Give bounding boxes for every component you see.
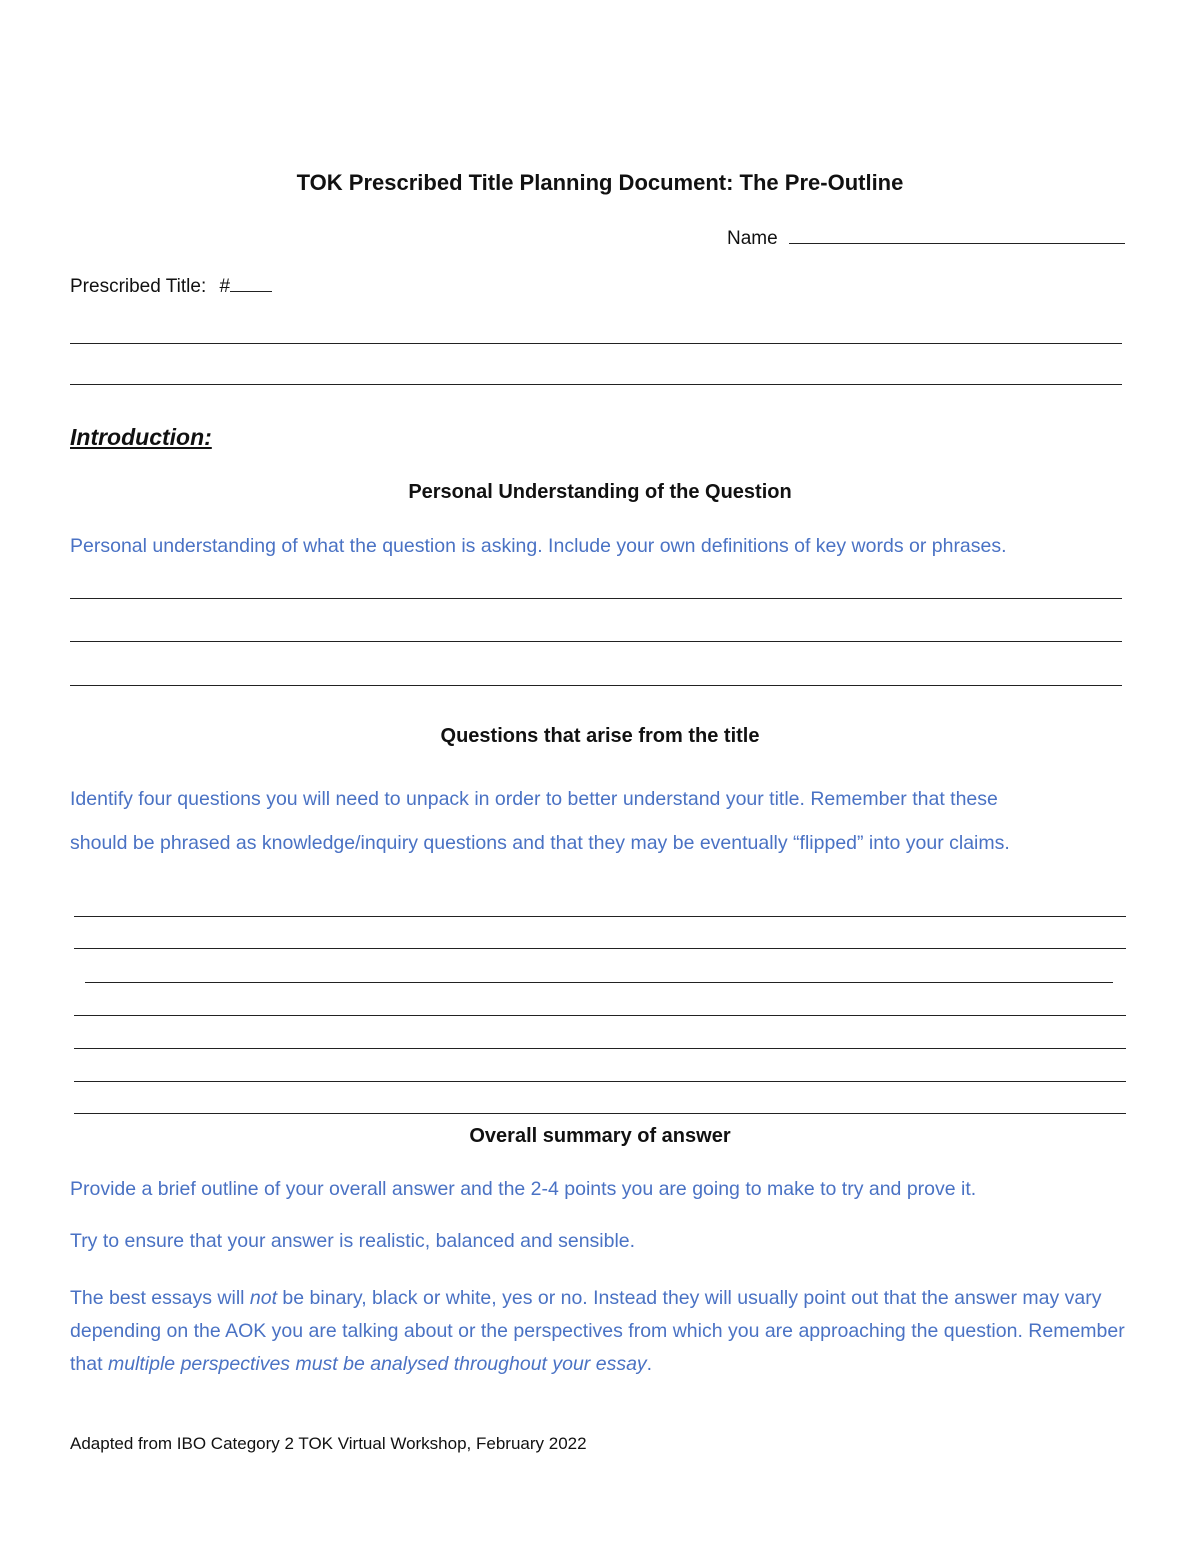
summary-paragraph-3-emphasis-perspectives: multiple perspectives must be analysed throughout your essay — [107, 1353, 647, 1375]
summary-paragraph-3-part2: be binary, black or white, yes or no. Instead they will usually point out that the answer may vary depending on the AOK you are talking about or the perspectives from which you are approaching the question. Remember that — [70, 1287, 1125, 1375]
prescribed-title-hash: # — [219, 276, 231, 297]
questions-answer-line[interactable] — [74, 948, 1126, 949]
questions-answer-line[interactable] — [74, 1113, 1126, 1114]
summary-paragraph-3 — [70, 1282, 1135, 1381]
name-label: Name — [727, 228, 778, 249]
introduction-heading: Introduction: — [70, 424, 212, 450]
questions-answer-line[interactable] — [74, 1048, 1126, 1049]
prescribed-title-answer-line[interactable] — [70, 343, 1122, 344]
prescribed-title-label: Prescribed Title: — [70, 276, 207, 297]
name-field — [727, 227, 1125, 250]
summary-paragraph-1: Provide a brief outline of your overall answer and the 2-4 points you are going to make to try and prove it. — [70, 1178, 977, 1200]
personal-understanding-answer-line[interactable] — [70, 598, 1122, 599]
questions-answer-line[interactable] — [74, 1015, 1126, 1016]
questions-answer-line[interactable] — [85, 982, 1113, 983]
summary-heading: Overall summary of answer — [469, 1125, 731, 1147]
document-title: TOK Prescribed Title Planning Document: The Pre-Outline — [296, 170, 904, 195]
questions-heading: Questions that arise from the title — [440, 725, 760, 747]
prescribed-title-field — [70, 275, 272, 298]
questions-answer-line[interactable] — [74, 916, 1126, 917]
personal-understanding-answer-line[interactable] — [70, 641, 1122, 642]
summary-paragraph-3-part3: . — [646, 1353, 653, 1375]
questions-instruction-line1: Identify four questions you will need to unpack in order to better understand your title. Remember that these — [70, 788, 998, 810]
personal-understanding-heading: Personal Understanding of the Question — [408, 481, 792, 503]
footer-credit: Adapted from IBO Category 2 TOK Virtual Workshop, February 2022 — [70, 1434, 587, 1453]
questions-instruction-line2: should be phrased as knowledge/inquiry questions and that they may be eventually “flipped” into your claims. — [70, 832, 1010, 854]
summary-paragraph-3-emphasis-not: not — [249, 1287, 278, 1309]
prescribed-title-answer-line[interactable] — [70, 384, 1122, 385]
personal-understanding-instruction: Personal understanding of what the question is asking. Include your own definitions of key words or phrases. — [70, 535, 1007, 557]
summary-paragraph-2: Try to ensure that your answer is realistic, balanced and sensible. — [70, 1230, 636, 1252]
name-input-line[interactable] — [789, 227, 1125, 244]
prescribed-title-number-line[interactable] — [230, 275, 272, 292]
questions-answer-line[interactable] — [74, 1081, 1126, 1082]
personal-understanding-answer-line[interactable] — [70, 685, 1122, 686]
summary-paragraph-3-part1: The best essays will — [70, 1287, 250, 1309]
